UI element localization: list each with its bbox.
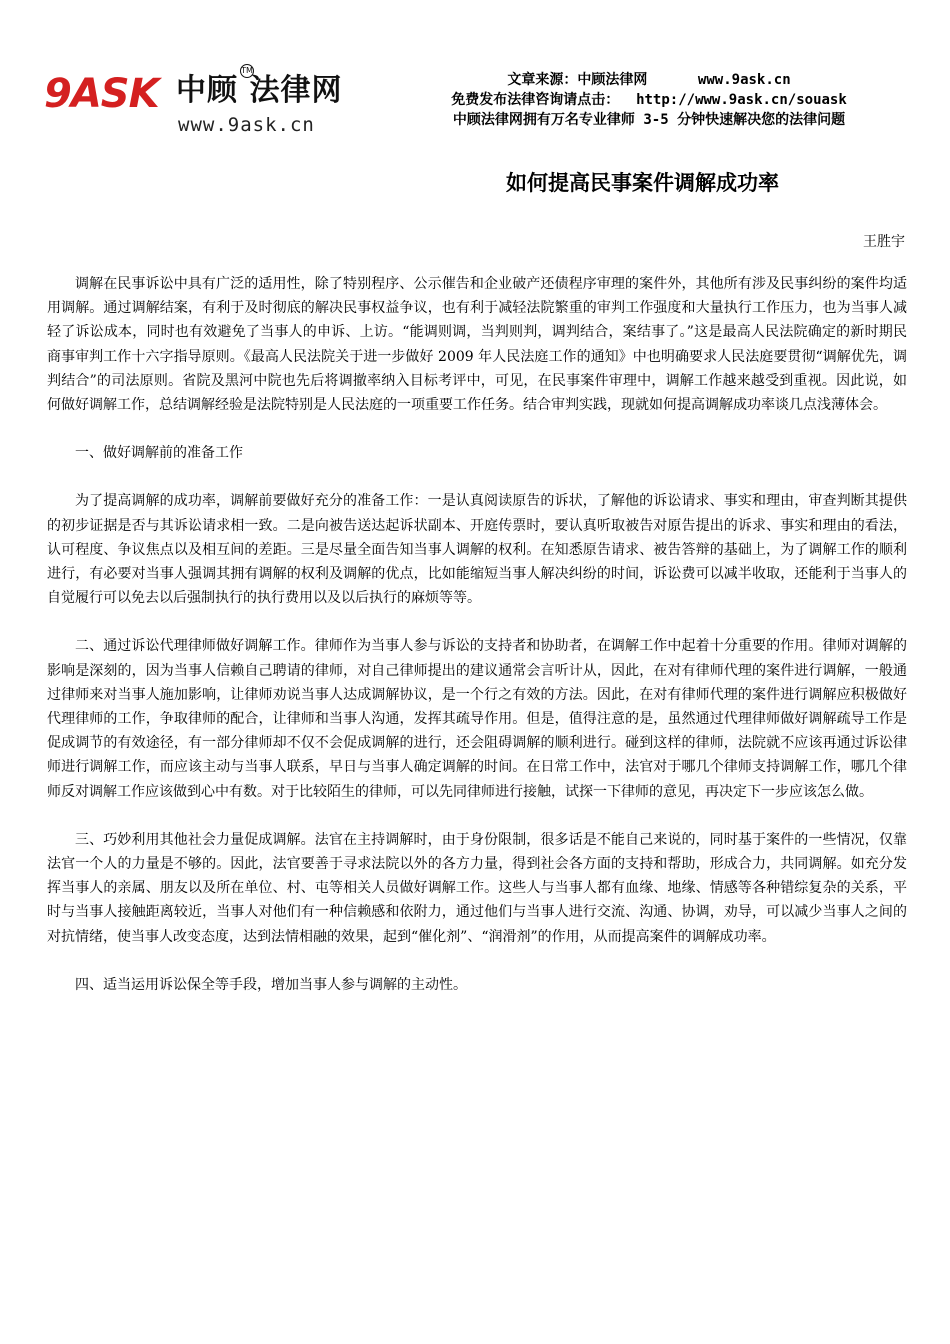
paragraph-social-forces: 三、巧妙利用其他社会力量促成调解。法官在主持调解时，由于身份限制，很多话是不能自己来说的，同时基于案件的一些情况，仅靠法官一个人的力量是不够的。因此，法官要善于寻求法院以外的各方力量，得到社会各方面的支持和帮助，形成合力，共同调解。如充分发挥当事人的亲属、朋友以及所在单位、村、屯等相关人员做好调解工作。这些人与当事人都有血缘、地缘、情感等各种错综复杂的关系，平时与当事人接触距离较近，当事人对他们有一种信赖感和依附力，通过他们与当事人进行交流、沟通、协调，劝导，可以减少当事人之间的对抗情绪，使当事人改变态度，达到法情相融的效果，起到“催化剂”、“润滑剂”的作用，从而提高案件的调解成功率。 [47,831,907,945]
site-logo[interactable] [44,64,374,144]
consult-link[interactable]: http://www.9ask.cn/souask [636,92,847,108]
logo-name: 中顾 法律网 [176,73,343,108]
consult-label: 免费发布法律咨询请点击： [451,92,620,108]
source-site-link[interactable]: www.9ask.cn [697,72,791,88]
article-title: 如何提高民事案件调解成功率 [506,171,779,195]
source-line-1 [374,70,924,90]
trademark-icon: TM [240,64,254,78]
source-line-3: 中顾法律网拥有万名专业律师 3-5 分钟快速解决您的法律问题 [452,112,846,128]
article-author: 王胜宇 [863,234,905,250]
logo-mark: 9ASK [44,71,159,117]
source-info [374,70,924,130]
paragraph-intro: 调解在民事诉讼中具有广泛的适用性，除了特别程序、公示催告和企业破产还债程序审理的案件外，其他所有涉及民事纠纷的案件均适用调解。通过调解结案，有利于及时彻底的解决民事权益争议，也有利于减轻法院繁重的审判工作强度和大量执行工作压力，也为当事人减轻了诉讼成本，同时也有效避免了当事人的申诉、上访。“能调则调，当判则判，调判结合，案结事了。”这是最高人民法院确定的新时期民商事审判工作十六字指导原则。《最高人民法院关于进一步做好 2009 年人民法庭工作的通知》中也明确要求人民法庭要贯彻“调解优先，调判结合”的司法原则。省院及黑河中院也先后将调撤率纳入目标考评中，可见，在民事案件审理中，调解工作越来越受到重视。因此说，如何做好调解工作，总结调解经验是法院特别是人民法庭的一项重要工作任务。结合审判实践，现就如何提高调解成功率谈几点浅薄体会。 [47,276,907,414]
page-header [44,64,924,144]
paragraph-preparation: 为了提高调解的成功率，调解前要做好充分的准备工作：一是认真阅读原告的诉状，了解他的诉讼请求、事实和理由，审查判断其提供的初步证据是否与其诉讼请求相一致。二是向被告送达起诉状副本、开庭传票时，要认真听取被告对原告提出的诉求、事实和理由的看法，认可程度、争议焦点以及相互间的差距。三是尽量全面告知当事人调解的权利。在知悉原告请求、被告答辩的基础上，为了调解工作的顺利进行，有必要对当事人强调其拥有调解的权利及调解的优点，比如能缩短当事人解决纠纷的时间，诉讼费可以减半收取，还能利于当事人的自觉履行可以免去以后强制执行的执行费用以及以后执行的麻烦等等。 [47,493,907,607]
source-line-2 [374,90,924,110]
paragraph-lawyers: 二、通过诉讼代理律师做好调解工作。律师作为当事人参与诉讼的支持者和协助者，在调解工作中起着十分重要的作用。律师对调解的影响是深刻的，因为当事人信赖自己聘请的律师，对自己律师提出的建议通常会言听计从，因此，在对有律师代理的案件进行调解，一般通过律师来对当事人施加影响，让律师劝说当事人达成调解协议，是一个行之有效的方法。因此，在对有律师代理的案件进行调解应积极做好代理律师的工作，争取律师的配合，让律师和当事人沟通，发挥其疏导作用。但是，值得注意的是，虽然通过代理律师做好调解疏导工作是促成调节的有效途径，有一部分律师却不仅不会促成调解的进行，还会阻碍调解的顺利进行。碰到这样的律师，法院就不应该再通过诉讼律师进行调解工作，而应该主动与当事人联系，早日与当事人确定调解的时间。在日常工作中，法官对于哪几个律师支持调解工作，哪几个律师反对调解工作应该做到心中有数。对于比较陌生的律师，可以先同律师进行接触，试探一下律师的意见，再决定下一步应该怎么做。 [47,638,907,800]
source-label: 文章来源：中顾法律网 [507,72,648,88]
article-body [47,272,907,1021]
logo-url: www.9ask.cn [178,114,315,136]
section-heading-4: 四、适当运用诉讼保全等手段，增加当事人参与调解的主动性。 [75,976,467,993]
section-heading-1: 一、做好调解前的准备工作 [75,445,243,462]
